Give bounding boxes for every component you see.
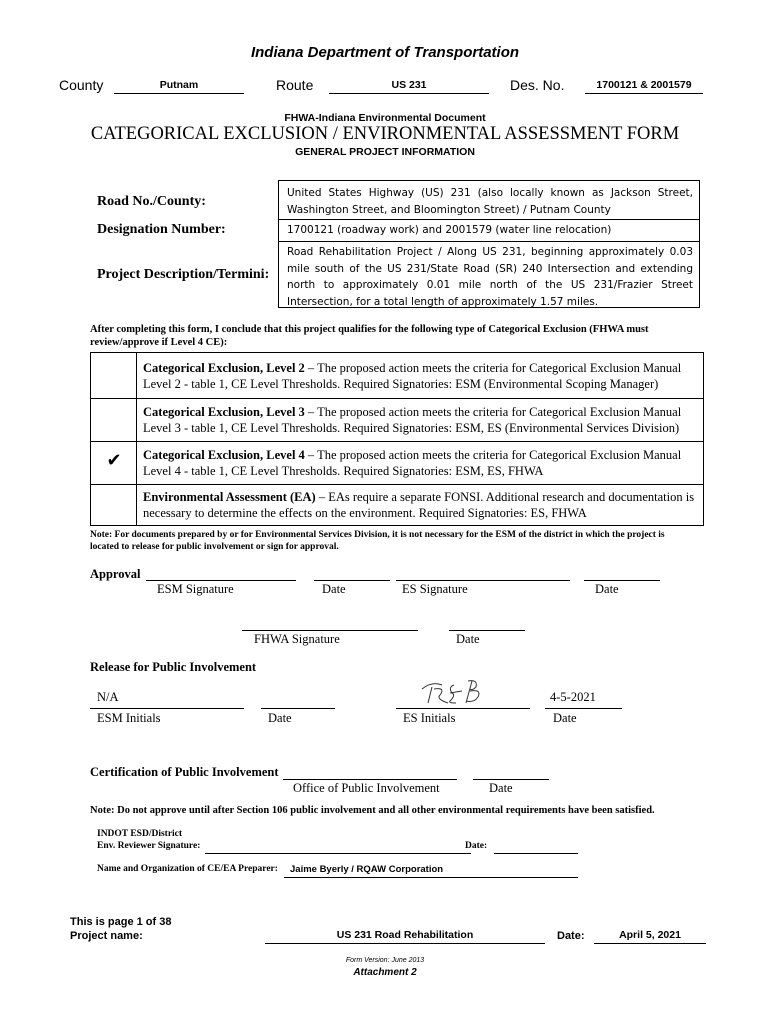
date1-line[interactable]	[314, 580, 390, 581]
esm-initials-caption: ESM Initials	[97, 711, 161, 725]
ce-level4-checkbox[interactable]: ✔	[106, 450, 122, 471]
release-date-caption: Date	[268, 711, 292, 725]
route-value[interactable]: US 231	[391, 79, 427, 91]
es-date-caption: Date	[553, 711, 577, 725]
county-line	[114, 93, 244, 94]
county-value[interactable]: Putnam	[159, 79, 199, 91]
form-version: Form Version: June 2013	[345, 957, 425, 964]
page-indicator: This is page 1 of 38	[70, 916, 172, 928]
ce-level3-option	[143, 405, 699, 436]
office-line[interactable]	[283, 779, 457, 780]
preparer-value[interactable]: Jaime Byerly / RQAW Corporation	[290, 864, 444, 875]
ce-level2-title: Categorical Exclusion, Level 2	[143, 361, 305, 375]
release-date-line[interactable]	[261, 708, 335, 709]
ea-option	[143, 490, 699, 521]
fhwa-signature-line[interactable]	[242, 630, 418, 631]
road-label: Road No./County:	[97, 194, 206, 209]
des-value[interactable]: 1700121 & 2001579	[596, 79, 692, 91]
designation-value[interactable]: 1700121 (roadway work) and 2001579 (water line relocation)	[287, 224, 612, 236]
approval-label: Approval	[90, 567, 141, 581]
section-title: GENERAL PROJECT INFORMATION	[295, 146, 475, 158]
row-divider	[91, 441, 703, 442]
designation-label: Designation Number:	[97, 222, 226, 237]
date3-caption: Date	[456, 632, 480, 646]
footer-date-value[interactable]: April 5, 2021	[619, 929, 681, 941]
esm-signature-caption: ESM Signature	[157, 582, 234, 596]
date2-line[interactable]	[584, 580, 660, 581]
es-date-line[interactable]	[545, 708, 622, 709]
date2-caption: Date	[595, 582, 619, 596]
des-label: Des. No.	[510, 77, 565, 93]
ce-level3-text: – The proposed action meets the criteria for Categorical Exclusion Manual Level 3 - table 1, CE Level Thresholds. Required Signatories: ESM, ES (Environmental Services Division)	[143, 405, 682, 435]
reviewer-line1: INDOT ESD/District	[97, 829, 183, 839]
doc-type: FHWA-Indiana Environmental Document	[284, 112, 486, 124]
ce-level2-option	[143, 361, 699, 392]
es-signature-line[interactable]	[396, 580, 570, 581]
footer-date-line	[594, 943, 706, 944]
col-divider	[136, 353, 137, 525]
certification-date-line[interactable]	[473, 779, 549, 780]
es-signature-caption: ES Signature	[402, 582, 468, 596]
preparer-line[interactable]	[284, 877, 578, 878]
ce-level4-option	[143, 448, 699, 479]
es-initials-signature-icon	[418, 675, 508, 707]
description-value[interactable]: Road Rehabilitation Project / Along US 231, beginning approximately 0.03 mile south of the US 231/State Road (SR) 240 Intersection and extending north to approximately 0.01 mile north of the US 231/Frazier Street Intersection, for a total length of approximately 1.57 miles.	[287, 246, 693, 308]
date1-caption: Date	[322, 582, 346, 596]
note-esm: Note: For documents prepared by or for Environmental Services Division, it is not necessary for the ESM of the district in which the project is located to release for public involvement or sign for approval.	[90, 530, 665, 552]
ce-level4-text: – The proposed action meets the criteria for Categorical Exclusion Manual Level 4 - table 1, CE Level Thresholds. Required Signatories: ESM, ES, FHWA	[143, 448, 682, 478]
row-divider	[279, 241, 699, 242]
reviewer-date-line[interactable]	[494, 853, 578, 854]
esm-initials-line[interactable]	[90, 708, 244, 709]
es-initials-line[interactable]	[396, 708, 530, 709]
form-title: CATEGORICAL EXCLUSION / ENVIRONMENTAL ASSESSMENT FORM	[90, 124, 680, 144]
release-label: Release for Public Involvement	[90, 660, 257, 674]
road-value[interactable]: United States Highway (US) 231 (also locally known as Jackson Street, Washington Street, and Bloomington Street) / Putnam County	[287, 187, 693, 216]
fhwa-signature-caption: FHWA Signature	[254, 632, 340, 646]
es-initials-caption: ES Initials	[403, 711, 456, 725]
route-line	[329, 93, 489, 94]
agency-title: Indiana Department of Transportation	[250, 44, 520, 61]
es-date-value[interactable]: 4-5-2021	[550, 690, 596, 704]
ce-level2-text: – The proposed action meets the criteria for Categorical Exclusion Manual Level 2 - table 1, CE Level Thresholds. Required Signatories: ESM (Environmental Scoping Manager)	[143, 361, 682, 391]
row-divider	[279, 219, 699, 220]
row-divider	[91, 484, 703, 485]
row-divider	[91, 398, 703, 399]
county-label: County	[59, 77, 104, 93]
reviewer-signature-line[interactable]	[205, 853, 471, 854]
preparer-label: Name and Organization of CE/EA Preparer:	[97, 864, 278, 874]
route-label: Route	[276, 77, 314, 93]
date3-line[interactable]	[449, 630, 525, 631]
office-caption: Office of Public Involvement	[293, 781, 440, 795]
certification-date-caption: Date	[489, 781, 513, 795]
ce-level4-title: Categorical Exclusion, Level 4	[143, 448, 305, 462]
description-label: Project Description/Termini:	[97, 267, 270, 282]
conclusion-text: After completing this form, I conclude that this project qualifies for the following type of Categorical Exclusion (FHWA must review/approve if Level 4 CE):	[90, 324, 649, 348]
reviewer-date-label: Date:	[465, 841, 488, 851]
esm-initials-value[interactable]: N/A	[97, 690, 119, 704]
project-name-line	[265, 943, 545, 944]
ea-title: Environmental Assessment (EA)	[143, 490, 316, 504]
attachment-label: Attachment 2	[353, 967, 417, 978]
reviewer-line2: Env. Reviewer Signature:	[97, 841, 201, 851]
ea-text: – EAs require a separate FONSI. Additional research and documentation is necessary to determine the effects on the environment. Required Signatories: ES, FHWA	[143, 490, 695, 520]
des-line	[585, 93, 703, 94]
note-approve: Note: Do not approve until after Section 106 public involvement and all other environmental requirements have been satisfied.	[90, 805, 655, 816]
esm-signature-line[interactable]	[146, 580, 296, 581]
project-name-label: Project name:	[70, 930, 143, 942]
ce-level3-title: Categorical Exclusion, Level 3	[143, 405, 305, 419]
certification-label: Certification of Public Involvement	[90, 765, 279, 779]
project-name-value[interactable]: US 231 Road Rehabilitation	[336, 929, 474, 941]
footer-date-label: Date:	[557, 930, 585, 942]
